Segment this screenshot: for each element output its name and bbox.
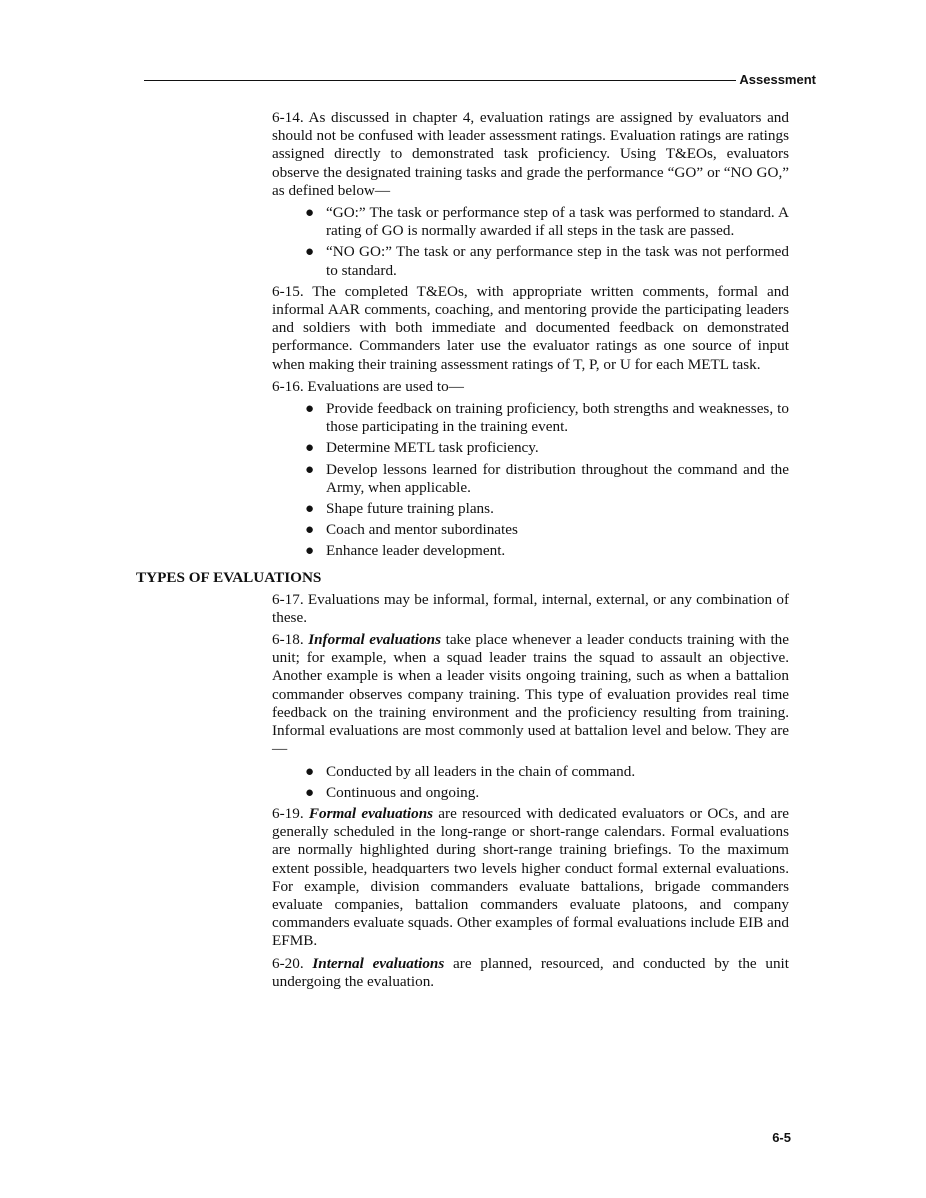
paragraph-6-19: 6-19. Formal evaluations are resourced with dedicated evaluators or OCs, and are generally scheduled in the long-range or short-range calendars. Formal evaluations are normally highlighted during short-range training briefings. To the maximum extent possible, headquarters two levels higher conduct formal external evaluations. For example, division commanders evaluate battalions, brigade commanders evaluate companies, battalion commanders evaluate platoons, and company commanders evaluate squads. Other examples of formal evaluations include EIB and EFMB. [272, 804, 790, 950]
list-item: ● Continuous and ongoing. [305, 783, 480, 801]
bullet-icon: ● [305, 784, 315, 801]
list-item: ● Enhance leader development. [305, 542, 506, 560]
bullet-icon: ● [305, 543, 315, 560]
list-item: ● Determine METL task proficiency. [305, 439, 539, 457]
paragraph-6-16: 6-16. Evaluations are used to— [272, 377, 464, 395]
bullet-icon: ● [305, 440, 315, 457]
document-body [136, 109, 790, 995]
paragraph-6-20: 6-20. Internal evaluations are planned, resourced, and conducted by the unit undergoing the evaluation. [272, 954, 789, 990]
term-formal-evaluations: Formal evaluations [308, 804, 434, 822]
evaluation-uses-list [272, 400, 789, 561]
header-rule [144, 80, 736, 81]
list-item: ● “NO GO:” The task or any performance step in the task was not performed to standard. [305, 243, 789, 279]
list-item: ● Shape future training plans. [305, 500, 494, 518]
bullet-icon: ● [305, 244, 315, 261]
bullet-icon: ● [305, 763, 315, 780]
term-informal-evaluations: Informal evaluations [308, 631, 442, 649]
paragraph-6-17: 6-17. Evaluations may be informal, formal, internal, external, or any combination of these. [272, 590, 789, 626]
bullet-icon: ● [305, 522, 315, 539]
bullet-icon: ● [305, 461, 315, 478]
list-item: ● Conducted by all leaders in the chain of command. [305, 762, 636, 780]
list-item: ● Develop lessons learned for distribution throughout the command and the Army, when applicable. [305, 460, 789, 496]
term-internal-evaluations: Internal evaluations [312, 954, 445, 972]
page-number: 6-5 [772, 1130, 791, 1145]
go-nogo-list [272, 204, 789, 280]
list-item: ● Provide feedback on training proficiency, both strengths and weaknesses, to those participating in the training event. [305, 400, 789, 436]
paragraph-6-18: 6-18. Informal evaluations take place whenever a leader conducts training with the unit; for example, when a squad leader trains the squad to assault an objective. Another example is when a leader visits ongoing training, such as when a battalion commander observes company training. This type of evaluation provides real time feedback on the training environment and the proficiency resulting from training. Informal evaluations are most commonly used at battalion level and below. They are— [272, 631, 790, 758]
bullet-icon: ● [305, 401, 315, 418]
list-item: ● “GO:” The task or performance step of a task was performed to standard. A rating of GO is normally awarded if all steps in the task are passed. [305, 204, 789, 240]
bullet-icon: ● [305, 501, 315, 518]
informal-evaluations-list [272, 763, 789, 802]
running-header: Assessment [739, 72, 816, 87]
section-heading: TYPES OF EVALUATIONS [136, 568, 322, 586]
bullet-icon: ● [305, 205, 315, 222]
paragraph-6-15: 6-15. The completed T&EOs, with appropriate written comments, formal and informal AAR comments, coaching, and mentoring provide the participating leaders and soldiers with both immediate and documented feedback on demonstrated performance. Commanders later use the evaluator ratings as one source of input when making their training assessment ratings of T, P, or U for each METL task. [272, 282, 789, 373]
paragraph-6-14: 6-14. As discussed in chapter 4, evaluation ratings are assigned by evaluators and should not be confused with leader assessment ratings. Evaluation ratings are ratings assigned directly to demonstrated task proficiency. Using T&EOs, evaluators observe the designated training tasks and grade the performance “GO” or “NO GO,” as defined below— [272, 109, 789, 199]
list-item: ● Coach and mentor subordinates [305, 521, 518, 539]
